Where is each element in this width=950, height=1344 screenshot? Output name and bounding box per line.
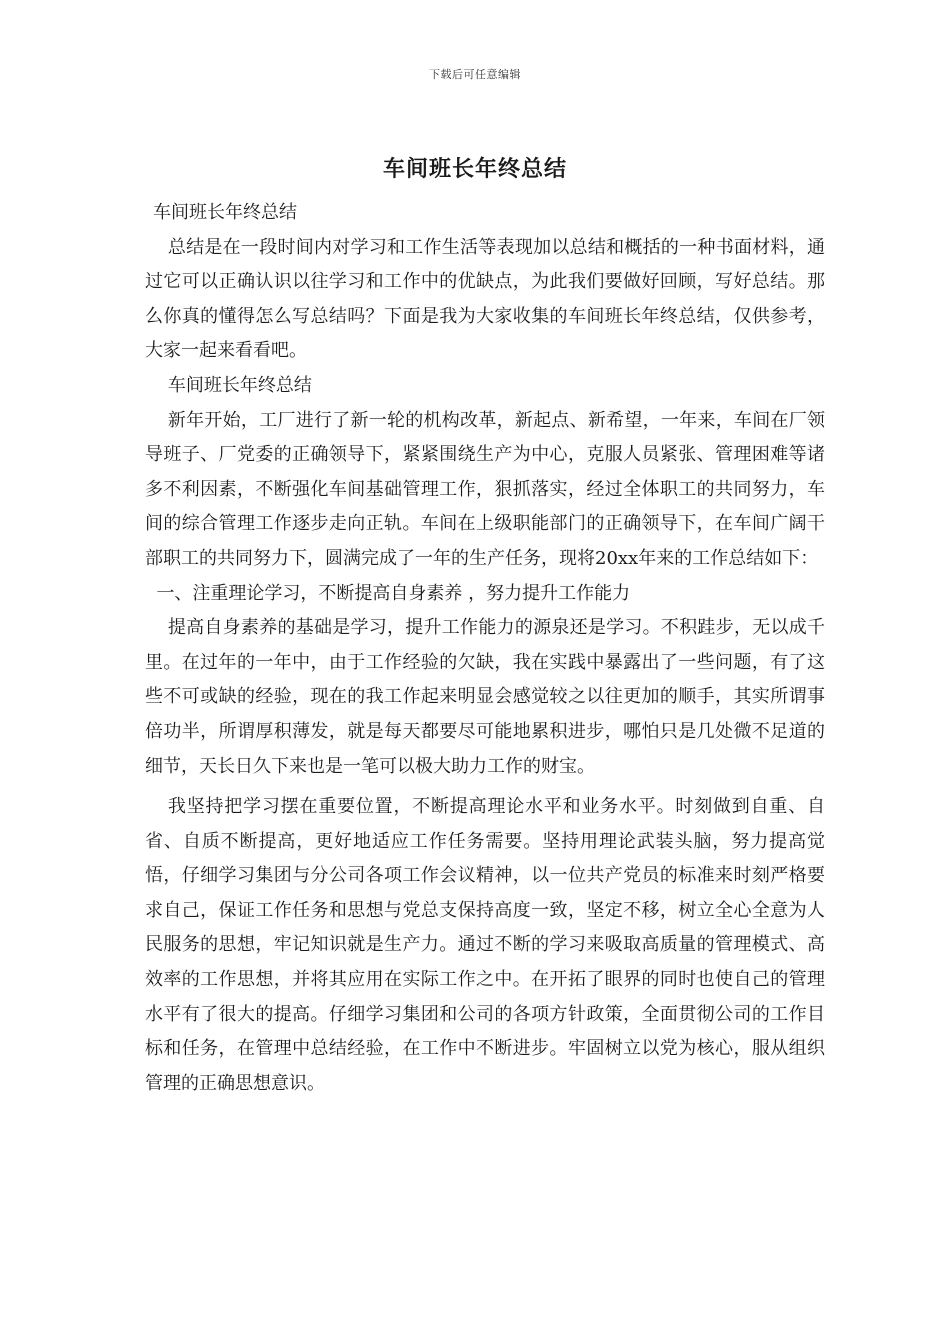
- section-title-paragraph: 车间班长年终总结: [167, 374, 312, 396]
- body-paragraph: 提高自身素养的基础是学习，提升工作能力的源泉还是学习。不积跬步，无以成千里。在过年的一年中，由于工作经验的欠缺，我在实践中暴露出了一些问题，有了这些不可或缺的经验，现在的我工作起来明显会感觉较之以往更加的顺手，其实所谓事倍功半，所谓厚积薄发，就是每天都要尽可能地累积进步，哪怕只是几处微不足道的细节，天长日久下来也是一笔可以极大助力工作的财宝。: [145, 617, 825, 777]
- header-note: 下载后可任意编辑: [429, 68, 521, 81]
- body-paragraph: 我坚持把学习摆在重要位置，不断提高理论水平和业务水平。时刻做到自重、自省、自质不断提高，更好地适应工作任务需要。坚持用理论武装头脑，努力提高觉悟，仔细学习集团与分公司各项工作会议精神，以一位共产党员的标准来时刻严格要求自己，保证工作任务和思想与党总支保持高度一致，坚定不移，树立全心全意为人民服务的思想，牢记知识就是生产力。通过不断的学习来吸取高质量的管理模式、高效率的工作思想，并将其应用在实际工作之中。在开拓了眼界的同时也使自己的管理水平有了很大的提高。仔细学习集团和公司的各项方针政策，全面贯彻公司的工作目标和任务，在管理中总结经验，在工作中不断进步。牢固树立以党为核心，服从组织管理的正确思想意识。: [145, 796, 825, 1094]
- subtitle-paragraph: 车间班长年终总结: [153, 202, 297, 223]
- document-title: 车间班长年终总结: [382, 156, 567, 182]
- intro-paragraph: 总结是在一段时间内对学习和工作生活等表现加以总结和概括的一种书面材料，通过它可以正确认识以往学习和工作中的优缺点，为此我们要做好回顾，写好总结。那么你真的懂得怎么写总结吗？下面是我为大家收集的车间班长年终总结，仅供参考，大家一起来看看吧。: [145, 236, 825, 362]
- section-heading: 一、注重理论学习，不断提高自身素养 ，努力提升工作能力: [156, 582, 631, 604]
- body-paragraph: 新年开始，工厂进行了新一轮的机构改革，新起点、新希望，一年来，车间在厂领导班子、厂党委的正确领导下，紧紧围绕生产为中心，克服人员紧张、管理困难等诸多不利因素，不断强化车间基础管理工作，狠抓落实，经过全体职工的共同努力，车间的综合管理工作逐步走向正轨。车间在上级职能部门的正确领导下，在车间广阔干部职工的共同努力下，圆满完成了一年的生产任务，现将20xx年来的工作总结如下：: [145, 409, 825, 569]
- document-body: [145, 196, 825, 1101]
